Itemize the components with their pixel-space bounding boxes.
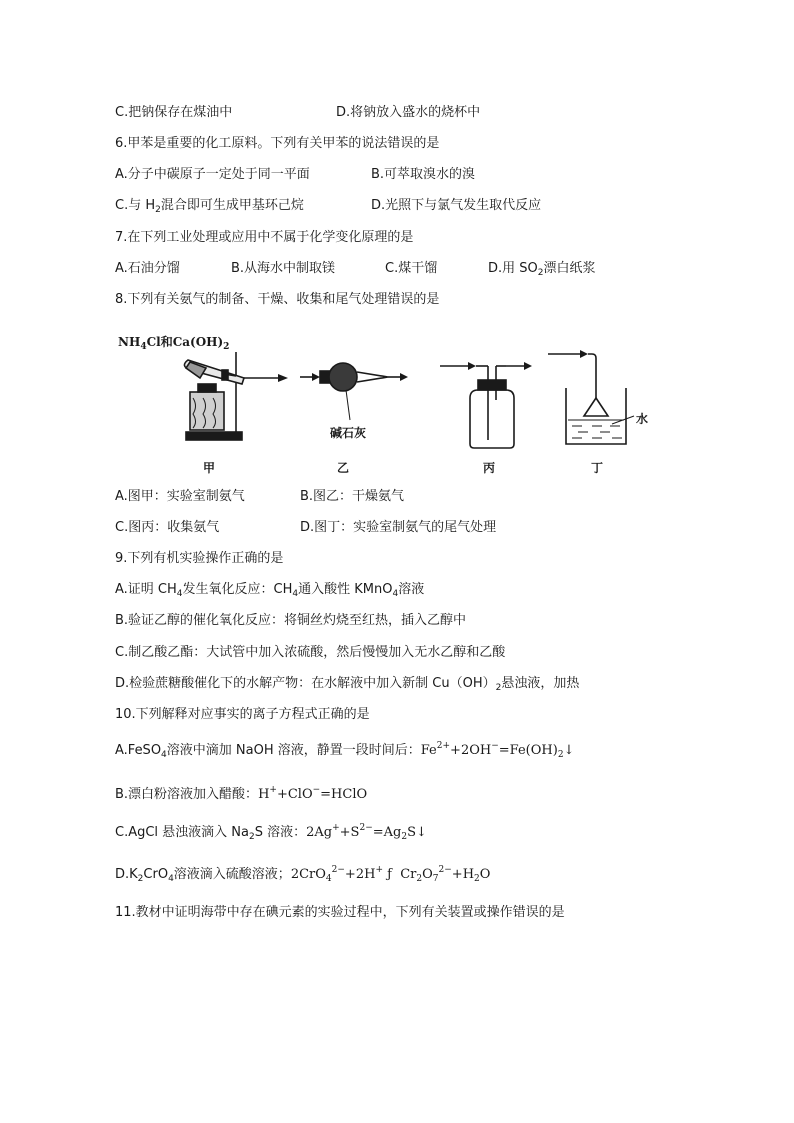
q9-option-a: A.证明 $CH_4$发生氧化反应：$CH_4$通入酸性 KMnO$_4$溶液 <box>115 582 425 599</box>
q7-option-b: B.从海水中制取镁 <box>231 261 336 276</box>
stand-base <box>186 432 242 440</box>
q10-stem: 10.下列解释对应事实的离子方程式正确的是 <box>115 707 370 722</box>
fig-label-yi: 乙 <box>337 461 350 475</box>
q10c-equation: $2Ag^++S^{2-}=Ag_2S↓$ <box>306 823 427 842</box>
q9-option-d: D.检验蔗糖酸催化下的水解产物：在水解液中加入新制 $Cu(OH)_2$悬浊液，加热 <box>115 676 580 693</box>
apparatus-figure <box>0 0 794 480</box>
q7-option-a: A.石油分馏 <box>115 261 180 276</box>
q10-option-d: $D.K_2CrO_4$溶液滴入硫酸溶液；2CrO$_4^{2-}$+2H+ ƒ $Cr_2O_7^{2-}+H_2O$ <box>115 865 491 884</box>
gas-bottle <box>470 390 514 448</box>
q8-option-d: D.图丁：实验室制氨气的尾气处理 <box>300 520 497 535</box>
q7-option-d: D.用 $SO_2$漂白纸浆 <box>488 261 596 278</box>
q8-stem: 8.下列有关氨气的制备、干燥、收集和尾气处理错误的是 <box>115 292 440 307</box>
q6-option-a: A.分子中碳原子一定处于同一平面 <box>115 167 310 182</box>
q11-stem: 11.教材中证明海带中存在碘元素的实验过程中，下列有关装置或操作错误的是 <box>115 905 565 920</box>
fig-label-bing: 丙 <box>483 461 496 475</box>
q10-option-b: B.漂白粉溶液加入醋酸：H++ClO−=HClO <box>115 785 368 802</box>
q6-option-d: D.光照下与氯气发生取代反应 <box>371 198 542 213</box>
q10b-equation: H++ClO−=HClO <box>258 785 368 802</box>
q10-option-a: A.FeSO$_4$溶液中滴加 NaOH 溶液，静置一段时间后：$Fe^{2+}+2OH^-=Fe(OH)_2↓$ <box>115 741 575 760</box>
q7-stem: 7.在下列工业处理或应用中不属于化学变化原理的是 <box>115 230 414 245</box>
q7-option-c: C.煤干馏 <box>385 261 438 276</box>
drying-bulb <box>329 363 357 391</box>
q8-option-b: B.图乙：干燥氨气 <box>300 489 405 504</box>
q8-option-a: A.图甲：实验室制氨气 <box>115 489 245 504</box>
fig-label-jia: 甲 <box>203 461 216 475</box>
q6-option-c: C.与 $H_2$混合即可生成甲基环己烷 <box>115 198 304 215</box>
water-label: 水 <box>636 412 649 426</box>
q6-option-b: B.可萃取溴水的溴 <box>371 167 476 182</box>
q8-option-c: C.图丙：收集氨气 <box>115 520 220 535</box>
q10a-equation: $Fe^{2+}+2OH^-=Fe(OH)_2↓$ <box>420 741 575 760</box>
q9-stem: 9.下列有机实验操作正确的是 <box>115 551 284 566</box>
reagent-label: $NH_4Cl$和$Ca(OH)_2$ <box>118 335 230 352</box>
q10-option-c: C.AgCl 悬浊液滴入 $Na_2S$ 溶液：$2Ag^++S^{2-}=Ag_2S↓$ <box>115 823 427 842</box>
fig-label-ding: 丁 <box>591 461 604 475</box>
q9-option-c: C.制乙酸乙酯：大试管中加入浓硫酸，然后慢慢加入无水乙醇和乙酸 <box>115 645 506 660</box>
q6-stem: 6.甲苯是重要的化工原料。下列有关甲苯的说法错误的是 <box>115 136 440 151</box>
q10d-equation: 2CrO$_4^{2-}$+2H+ ƒ $Cr_2O_7^{2-}+H_2O$ <box>290 865 491 884</box>
q5-option-c: C.把钠保存在煤油中 <box>115 105 233 120</box>
soda-lime-label: 碱石灰 <box>330 426 367 440</box>
q5-option-d: D.将钠放入盛水的烧杯中 <box>336 105 481 120</box>
q9-option-b: B.验证乙醇的催化氧化反应：将铜丝灼烧至红热，插入乙醇中 <box>115 613 467 628</box>
inverted-funnel <box>584 398 608 416</box>
